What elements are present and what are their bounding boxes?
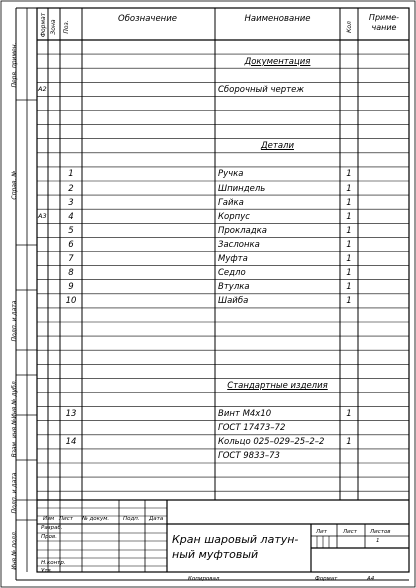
detail-row-name: Седло <box>218 268 246 279</box>
tb-doc-no: № докум. <box>82 516 110 522</box>
header-format: Формат <box>40 12 47 38</box>
detail-row-qty: 1 <box>346 211 352 222</box>
detail-row-pos: 2 <box>68 183 74 194</box>
section-details: Детали <box>261 141 294 152</box>
tb-norm-control: Н.контр. <box>41 560 66 566</box>
detail-row-qty: 1 <box>346 239 352 250</box>
side-inv-dupl: Инв.№ дубл. <box>11 379 18 419</box>
doc-row-format: А2 <box>38 84 47 93</box>
detail-row-name: Корпус <box>218 211 250 222</box>
detail-row-pos: 4 <box>68 211 74 222</box>
tb-developed: Разраб. <box>41 525 63 531</box>
detail-row-qty: 1 <box>346 268 352 279</box>
standard-row-name: Винт М4х10 <box>218 409 272 420</box>
detail-row-qty: 1 <box>346 254 352 264</box>
tb-sheets: Листов <box>370 529 391 535</box>
header-name: Наименование <box>244 14 311 24</box>
standard-row-name: Кольцо 025–029–25–2–2 <box>218 437 325 448</box>
detail-row-pos: 9 <box>68 282 74 293</box>
detail-row-name: Заслонка <box>218 239 260 250</box>
side-inv-orig: Инв.№ подл. <box>11 530 18 570</box>
tb-sign: Подп. <box>123 516 140 522</box>
header-zone: Зона <box>50 19 57 35</box>
side-first-use: Перв. примен. <box>11 42 18 88</box>
detail-row-name: Прокладка <box>218 225 267 236</box>
detail-row-name: Шпиндель <box>218 183 266 194</box>
header-pos: Поз. <box>63 20 70 34</box>
detail-row-pos: 5 <box>68 225 74 236</box>
header-qty: Кол <box>346 21 353 33</box>
detail-row-name: Шайба <box>218 296 249 307</box>
standard-row-qty: 1 <box>346 437 352 448</box>
standard-row-qty: 1 <box>346 409 352 420</box>
tb-change: Изм <box>43 516 55 522</box>
side-sign-date-1: Подп. и дата <box>11 300 18 342</box>
header-designation: Обозначение <box>118 14 177 24</box>
standard-row-name: ГОСТ 9833–73 <box>218 451 280 462</box>
detail-row-name: Гайка <box>218 197 244 208</box>
detail-row-qty: 1 <box>346 183 352 194</box>
side-replace-inv: Взам. инв.№ <box>11 418 18 458</box>
tb-lit: Лит <box>316 529 327 535</box>
tb-sheet2: Лист <box>343 529 357 535</box>
detail-row-qty: 1 <box>346 282 352 293</box>
detail-row-qty: 1 <box>346 296 352 307</box>
detail-row-name: Муфта <box>218 254 248 264</box>
detail-row-format: А3 <box>38 211 47 220</box>
detail-row-name: Втулка <box>218 282 250 293</box>
tb-title: Кран шаровый латун- ный муфтовый <box>172 533 299 561</box>
section-standard: Стандартные изделия <box>227 380 328 391</box>
footer-format-value: А4 <box>367 576 375 582</box>
section-documentation: Документация <box>244 56 311 67</box>
standard-row-name: ГОСТ 17473–72 <box>218 423 286 434</box>
detail-row-qty: 1 <box>346 225 352 236</box>
header-note: Приме- чание <box>368 13 400 33</box>
tb-checked: Пров. <box>41 534 57 540</box>
detail-row-pos: 8 <box>68 268 74 279</box>
footer-format-label: Формат <box>315 576 338 582</box>
detail-row-qty: 1 <box>346 169 352 180</box>
standard-row-pos: 13 <box>65 409 77 420</box>
detail-row-pos: 3 <box>68 197 74 208</box>
tb-date: Дата <box>149 516 164 522</box>
detail-row-name: Ручка <box>218 169 244 180</box>
tb-approved: Утв. <box>41 568 53 574</box>
doc-row-name: Сборочный чертеж <box>218 84 304 95</box>
tb-sheets-value: 1 <box>376 538 380 544</box>
side-sign-date-2: Подп. и дата <box>11 472 18 514</box>
tb-sheet: Лист <box>59 516 73 522</box>
detail-row-pos: 7 <box>68 254 74 264</box>
detail-row-pos: 1 <box>68 169 74 180</box>
standard-row-pos: 14 <box>65 437 77 448</box>
side-ref-no: Справ. № <box>11 170 18 200</box>
detail-row-pos: 6 <box>68 239 74 250</box>
detail-row-pos: 10 <box>65 296 77 307</box>
detail-row-qty: 1 <box>346 197 352 208</box>
footer-copied: Копировал <box>188 576 220 582</box>
